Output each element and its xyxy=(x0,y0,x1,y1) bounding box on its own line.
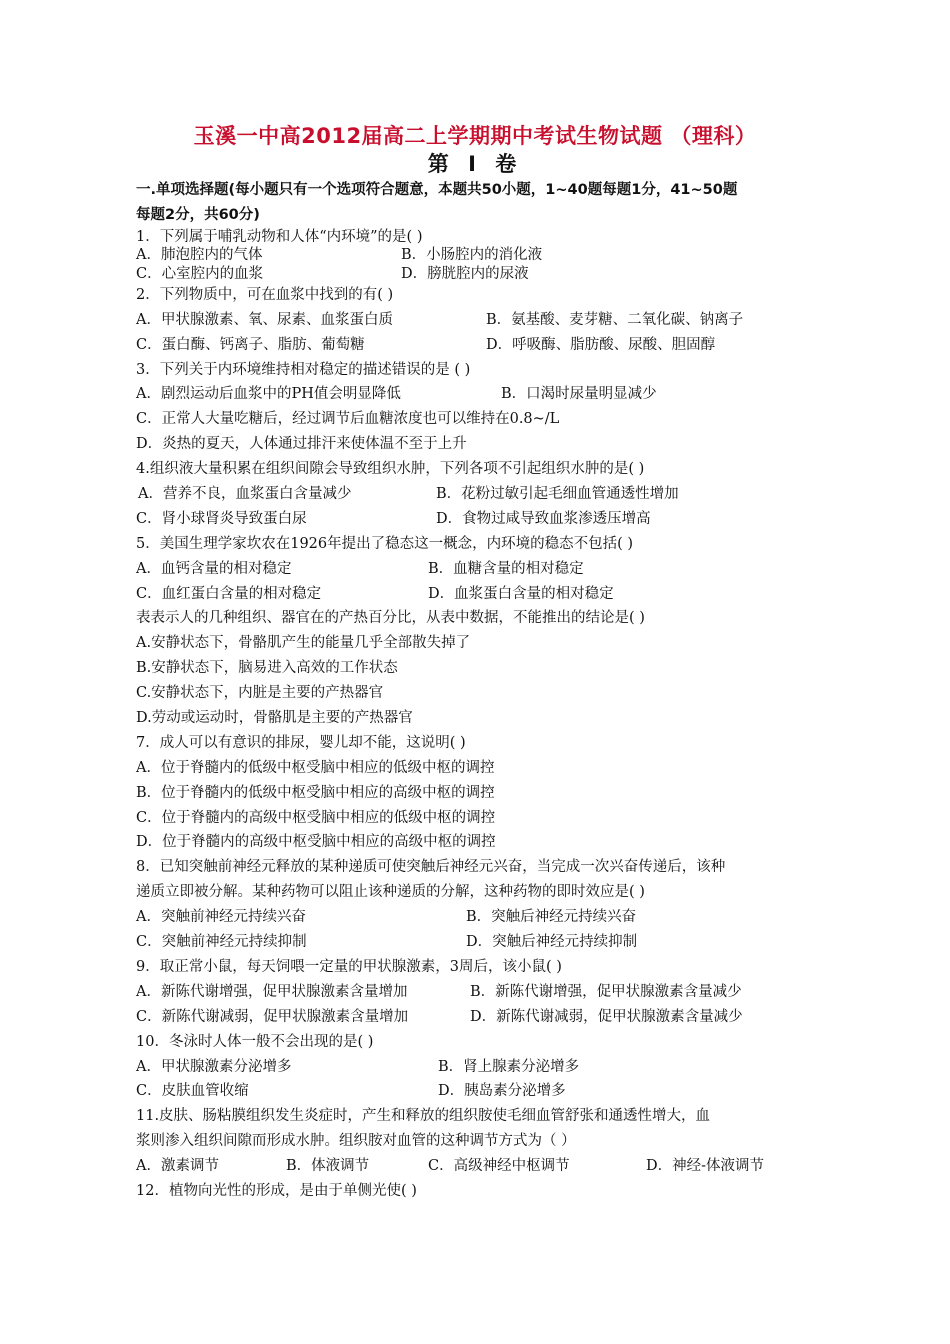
question-list xyxy=(136,228,826,1204)
option-c: C．高级神经中枢调节 xyxy=(428,1158,570,1175)
option-d: D．食物过咸导致血浆渗透压增高 xyxy=(436,510,651,527)
option-c: C．皮肤血管收缩 xyxy=(136,1083,249,1100)
exam-title: 玉溪一中高2012届高二上学期期中考试生物试题 （理科） xyxy=(193,124,757,148)
option-c: C．蛋白酶、钙离子、脂肪、葡萄糖 xyxy=(136,336,365,353)
option-c: C．血红蛋白含量的相对稳定 xyxy=(136,585,322,602)
option-d: D．新陈代谢减弱，促甲状腺激素含量减少 xyxy=(470,1008,743,1025)
question-8-stem-line-1: 8．已知突触前神经元释放的某种递质可使突触后神经元兴奋，当完成一次兴奋传递后，该种 xyxy=(136,859,726,876)
option-b: B．肾上腺素分泌增多 xyxy=(438,1058,580,1075)
option-a: A．新陈代谢增强，促甲状腺激素含量增加 xyxy=(136,983,408,1000)
question-2-options-row-2 xyxy=(136,333,826,358)
option-d: D．神经-体液调节 xyxy=(646,1158,765,1175)
option-b: B．口渴时尿量明显减少 xyxy=(501,386,657,403)
option-a: A．肺泡腔内的气体 xyxy=(136,247,263,264)
question-7-option-d: D．位于脊髓内的高级中枢受脑中相应的高级中枢的调控 xyxy=(136,834,496,851)
question-1-options-row-1 xyxy=(136,246,826,264)
question-11-options xyxy=(136,1154,826,1179)
question-6-option-b: B.安静状态下，脑易进入高效的工作状态 xyxy=(136,660,398,677)
question-9-options-row-1 xyxy=(136,980,826,1005)
section-heading-line-1: 一.单项选择题(每小题只有一个选项符合题意，本题共50小题，1~40题每题1分，41~50题 xyxy=(136,182,738,198)
question-11-stem-line-1: 11.皮肤、肠粘膜组织发生炎症时，产生和释放的组织胺使毛细血管舒张和通透性增大，血 xyxy=(136,1108,711,1125)
option-a: A．血钙含量的相对稳定 xyxy=(136,560,292,577)
question-3-option-d: D．炎热的夏天，人体通过排汗来使体温不至于上升 xyxy=(136,436,467,453)
option-c: C．心室腔内的血浆 xyxy=(136,265,264,282)
question-3-option-c: C．正常人大量吃糖后，经过调节后血糖浓度也可以维持在0.8~/L xyxy=(136,411,560,428)
option-d: D．呼吸酶、脂肪酸、尿酸、胆固醇 xyxy=(486,336,716,353)
question-9-stem: 9．取正常小鼠，每天饲喂一定量的甲状腺激素，3周后，该小鼠( ) xyxy=(136,958,562,975)
question-6-option-c: C.安静状态下，内脏是主要的产热器官 xyxy=(136,685,384,702)
question-10-options-row-2 xyxy=(136,1079,826,1104)
question-12-stem: 12．植物向光性的形成，是由于单侧光使( ) xyxy=(136,1182,417,1199)
question-1-options-row-2 xyxy=(136,265,826,283)
option-b: B．小肠腔内的消化液 xyxy=(401,247,543,264)
question-8-options-row-1 xyxy=(136,905,826,930)
option-a: A．甲状腺激素分泌增多 xyxy=(136,1058,292,1075)
question-4-options-row-2 xyxy=(136,507,826,532)
option-b: B．花粉过敏引起毛细血管通透性增加 xyxy=(436,486,679,503)
question-9-options-row-2 xyxy=(136,1005,826,1030)
section-heading-line-2: 每题2分，共60分) xyxy=(136,207,260,223)
question-10-stem: 10．冬泳时人体一般不会出现的是( ) xyxy=(136,1033,374,1050)
question-7-stem: 7．成人可以有意识的排尿，婴儿却不能，这说明( ) xyxy=(136,734,466,751)
question-7-option-c: C．位于脊髓内的高级中枢受脑中相应的低级中枢的调控 xyxy=(136,809,496,826)
option-a: A．甲状腺激素、氧、尿素、血浆蛋白质 xyxy=(136,311,393,328)
option-c: C．新陈代谢减弱，促甲状腺激素含量增加 xyxy=(136,1008,409,1025)
question-11-stem-line-2: 浆则渗入组织间隙而形成水肿。组织胺对血管的这种调节方式为（ ） xyxy=(136,1133,576,1150)
question-3-options-row-1 xyxy=(136,382,826,407)
option-d: D．突触后神经元持续抑制 xyxy=(466,934,638,951)
option-b: B．体液调节 xyxy=(286,1158,370,1175)
section-heading xyxy=(136,178,826,228)
question-3-stem: 3．下列关于内环境维持相对稳定的描述错误的是 ( ) xyxy=(136,361,471,378)
question-2-stem: 2．下列物质中，可在血浆中找到的有( ) xyxy=(136,286,394,303)
option-c: C．突触前神经元持续抑制 xyxy=(136,934,307,951)
option-b: B．血糖含量的相对稳定 xyxy=(428,560,584,577)
question-6-option-d: D.劳动或运动时，骨骼肌是主要的产热器官 xyxy=(136,710,413,727)
option-c: C．肾小球肾炎导致蛋白尿 xyxy=(136,510,307,527)
option-a: A．营养不良，血浆蛋白含量减少 xyxy=(138,486,352,503)
option-b: B．氨基酸、麦芽糖、二氧化碳、钠离子 xyxy=(486,311,744,328)
question-4-options-row-1 xyxy=(136,482,826,507)
question-6-option-a: A.安静状态下，骨骼肌产生的能量几乎全部散失掉了 xyxy=(136,635,471,652)
question-8-options-row-2 xyxy=(136,930,826,955)
option-d: D．胰岛素分泌增多 xyxy=(438,1083,566,1100)
question-2-options-row-1 xyxy=(136,308,826,333)
question-8-stem-line-2: 递质立即被分解。某种药物可以阻止该种递质的分解，这种药物的即时效应是( ) xyxy=(136,884,645,901)
question-6-stem: 表表示人的几种组织、器官在的产热百分比，从表中数据，不能推出的结论是( ) xyxy=(136,610,645,627)
option-d: D．膀胱腔内的尿液 xyxy=(401,265,529,282)
option-d: D．血浆蛋白含量的相对稳定 xyxy=(428,585,614,602)
question-5-options-row-1 xyxy=(136,557,826,582)
option-a: A．剧烈运动后血浆中的PH值会明显降低 xyxy=(136,386,401,403)
option-a: A．激素调节 xyxy=(136,1158,219,1175)
question-5-options-row-2 xyxy=(136,582,826,607)
question-7-option-b: B．位于脊髓内的低级中枢受脑中相应的高级中枢的调控 xyxy=(136,784,495,801)
part-title: 第 Ⅰ 卷 xyxy=(427,152,523,176)
option-b: B．新陈代谢增强，促甲状腺激素含量减少 xyxy=(470,983,742,1000)
option-a: A．突触前神经元持续兴奋 xyxy=(136,909,306,926)
option-b: B．突触后神经元持续兴奋 xyxy=(466,909,637,926)
question-1-stem: 1．下列属于哺乳动物和人体“内环境”的是( ) xyxy=(136,229,423,245)
question-7-option-a: A．位于脊髓内的低级中枢受脑中相应的低级中枢的调控 xyxy=(136,759,495,776)
question-5-stem: 5．美国生理学家坎农在1926年提出了稳态这一概念，内环境的稳态不包括( ) xyxy=(136,535,634,552)
question-4-stem: 4.组织液大量积累在组织间隙会导致组织水肿，下列各项不引起组织水肿的是( ) xyxy=(136,461,645,478)
question-10-options-row-1 xyxy=(136,1055,826,1080)
